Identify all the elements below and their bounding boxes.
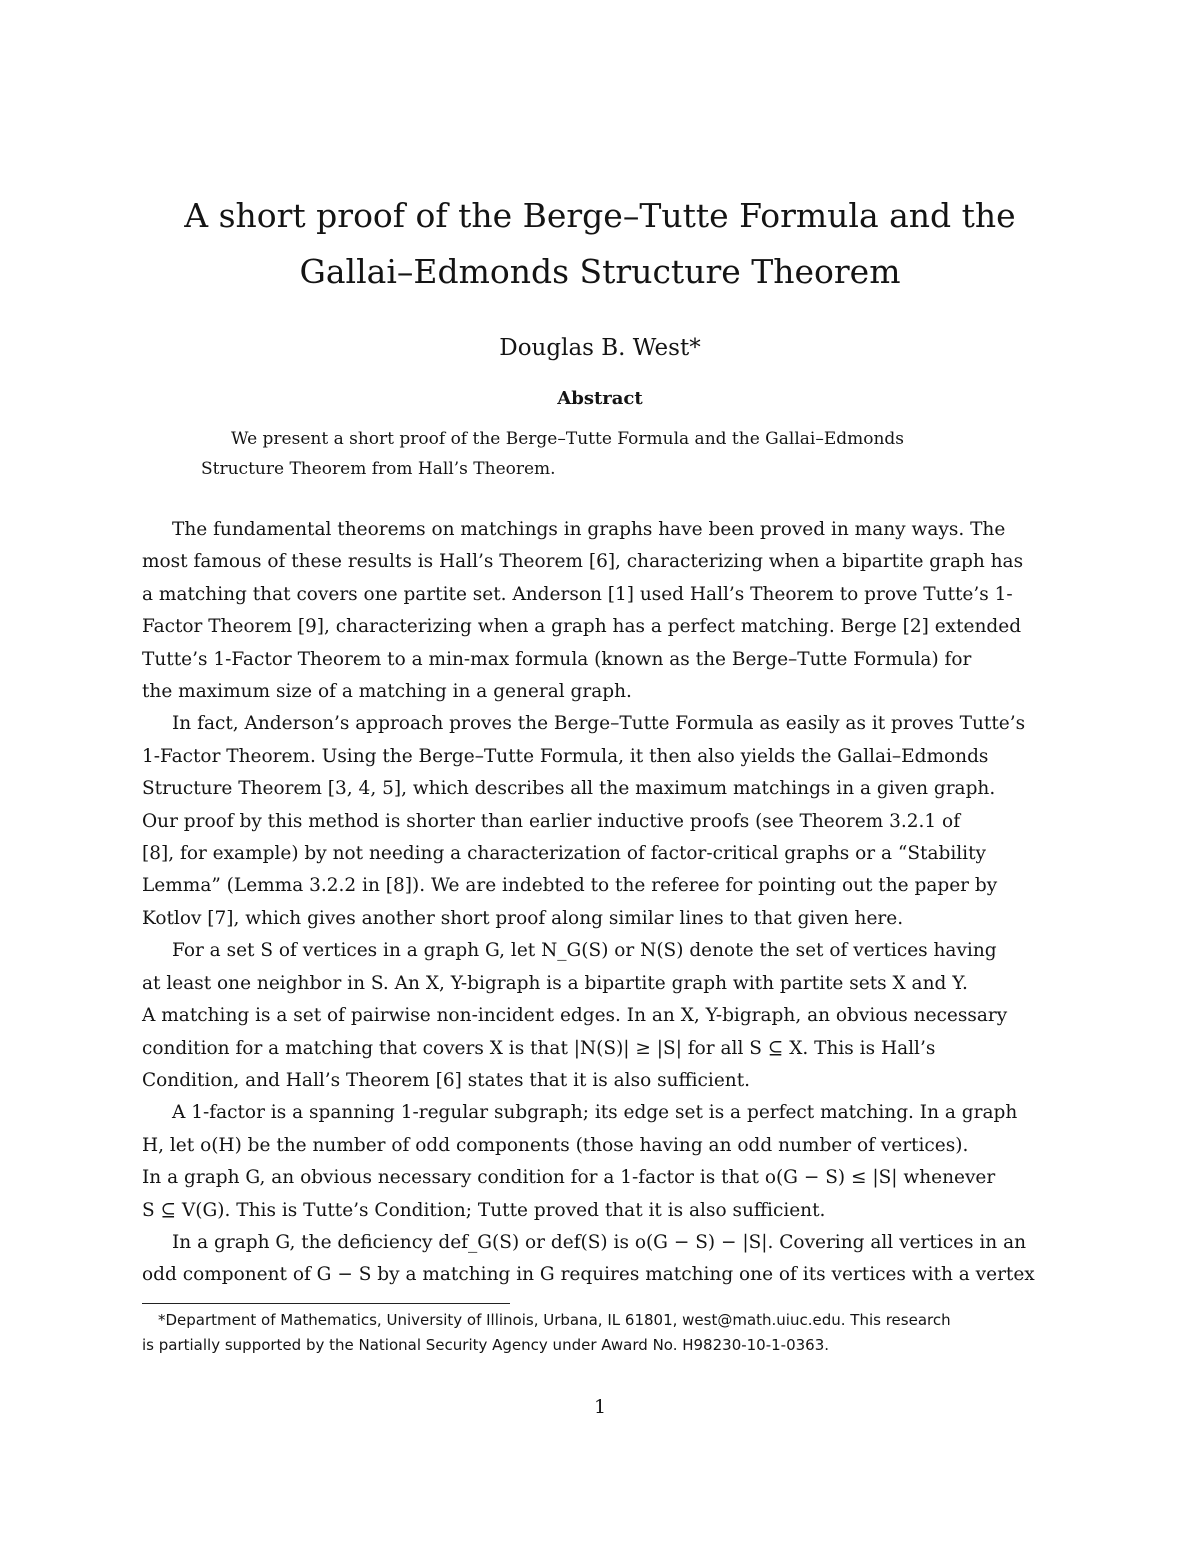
text-line: Our proof by this method is shorter than earlier inductive proofs (see Theorem 3.2.1 of [142, 810, 961, 832]
paragraph-5 [142, 1227, 1060, 1292]
text-line: Condition, and Hall’s Theorem [6] states that it is also sufficient. [142, 1069, 751, 1091]
text-line: The fundamental theorems on matchings in graphs have been proved in many ways. The [172, 519, 1006, 540]
text-line: A 1-factor is a spanning 1-regular subgraph; its edge set is a perfect matching. In a graph [172, 1102, 1018, 1124]
title-line-2: Gallai–Edmonds Structure Theorem [299, 252, 901, 291]
text-line: 1-Factor Theorem. Using the Berge–Tutte Formula, it then also yields the Gallai–Edmonds [142, 745, 989, 767]
text-line: Structure Theorem [3, 4, 5], which describes all the maximum matchings in a given graph. [142, 778, 996, 800]
text-line: A matching is a set of pairwise non-incident edges. In an X, Y-bigraph, an obvious necessary [142, 1005, 1008, 1027]
text-line: Tutte’s 1-Factor Theorem to a min-max formula (known as the Berge–Tutte Formula) for [142, 648, 972, 670]
title-line-1: A short proof of the Berge–Tutte Formula and the [184, 196, 1016, 235]
footnote-line-2: is partially supported by the National Security Agency under Award No. H98230-10-1-0363. [142, 1336, 830, 1354]
footnote-line-1: *Department of Mathematics, University of Illinois, Urbana, IL 61801, west@math.uiuc.edu. This research [158, 1311, 951, 1329]
page-number: 1 [593, 1396, 607, 1418]
abstract-text [201, 424, 1001, 484]
text-line: Kotlov [7], which gives another short proof along similar lines to that given here. [142, 907, 904, 929]
abstract-line-1: We present a short proof of the Berge–Tutte Formula and the Gallai–Edmonds [231, 429, 905, 449]
abstract-heading: Abstract [557, 388, 643, 409]
text-line: For a set S of vertices in a graph G, let N_G(S) or N(S) denote the set of vertices having [172, 940, 997, 962]
paragraph-2 [142, 708, 1060, 935]
text-line: [8], for example) by not needing a characterization of factor-critical graphs or a “Stability [142, 843, 986, 865]
author-name: Douglas B. West* [499, 335, 701, 361]
text-line: In a graph G, the deficiency def_G(S) or def(S) is o(G − S) − |S|. Covering all vertices in an [172, 1231, 1027, 1253]
text-line: a matching that covers one partite set. Anderson [1] used Hall’s Theorem to prove Tutte’s 1- [142, 583, 1013, 605]
text-line: most famous of these results is Hall’s Theorem [6], characterizing when a bipartite graph has [142, 551, 1024, 573]
footnote-rule [142, 1303, 510, 1304]
paragraph-3 [142, 935, 1060, 1097]
abstract-line-2: Structure Theorem from Hall’s Theorem. [201, 459, 556, 479]
paragraph-1 [142, 514, 1060, 708]
text-line: at least one neighbor in S. An X, Y-bigraph is a bipartite graph with partite sets X and Y. [142, 972, 968, 994]
body-text [142, 514, 1060, 1292]
text-line: Factor Theorem [9], characterizing when a graph has a perfect matching. Berge [2] extended [142, 616, 1022, 638]
text-line: Lemma” (Lemma 3.2.2 in [8]). We are indebted to the referee for pointing out the paper by [142, 875, 998, 897]
text-line: In a graph G, an obvious necessary condition for a 1-factor is that o(G − S) ≤ |S| whenever [142, 1167, 996, 1189]
text-line: the maximum size of a matching in a general graph. [142, 681, 632, 703]
text-line: In fact, Anderson’s approach proves the Berge–Tutte Formula as easily as it proves Tutte’s [172, 713, 1026, 735]
text-line: S ⊆ V(G). This is Tutte’s Condition; Tutte proved that it is also sufficient. [142, 1199, 826, 1221]
text-line: H, let o(H) be the number of odd components (those having an odd number of vertices). [142, 1134, 969, 1156]
text-line: condition for a matching that covers X is that |N(S)| ≥ |S| for all S ⊆ X. This is Hall’s [142, 1037, 936, 1059]
text-line: odd component of G − S by a matching in G requires matching one of its vertices with a vertex [142, 1264, 1035, 1286]
paper-title [100, 188, 1100, 300]
footnote [142, 1308, 1060, 1358]
paragraph-4 [142, 1097, 1060, 1227]
